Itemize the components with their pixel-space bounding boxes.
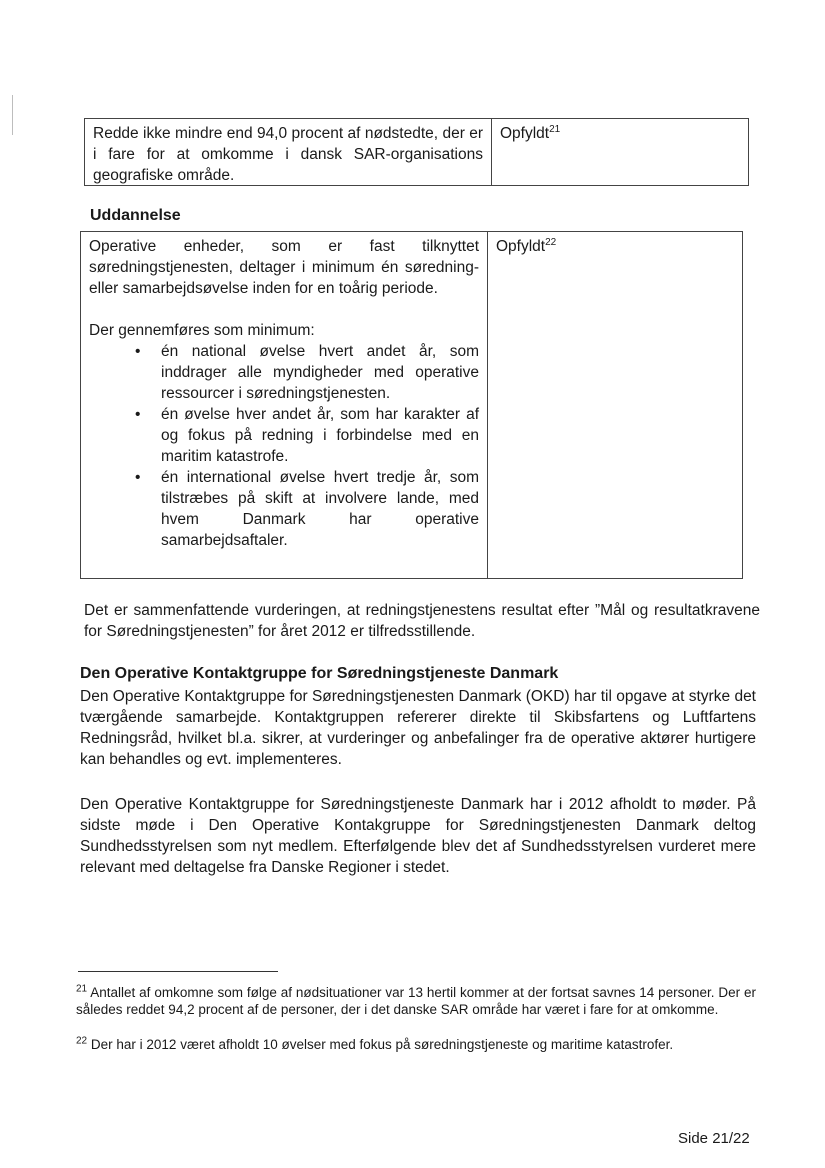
requirement-table-2: [80, 231, 743, 579]
footnote-text: Antallet af omkomne som følge af nødsituationer var 13 hertil kommer at der fortsat savnes 14 personer. Der er således reddet 94,2 procent af de personer, der i det danske SAR område har været i fare for at omkomme.: [76, 985, 756, 1017]
footnote-ref: 22: [545, 236, 557, 248]
requirement-table-1: [84, 118, 749, 186]
requirement-content: [81, 232, 487, 578]
bullet-icon: •: [135, 469, 141, 486]
bullet-icon: •: [135, 406, 141, 423]
requirement-cell: [81, 232, 488, 579]
requirement-cell: [85, 119, 492, 186]
status-text: Opfyldt: [500, 125, 550, 142]
scan-mark: [12, 95, 13, 135]
footnote-number: 21: [76, 983, 88, 995]
list-item: • én international øvelse hvert tredje år, som tilstræbes på skift at involvere lande, med hvem Danmark har operative samarbejdsaftaler.: [135, 469, 479, 549]
footnote-divider: [78, 971, 278, 972]
footnote-ref: 21: [549, 123, 561, 135]
footnote-text: Der har i 2012 været afholdt 10 øvelser med fokus på søredningstjeneste og maritime katastrofer.: [90, 1037, 674, 1052]
footnote-22: [76, 1036, 756, 1053]
exercise-list: [89, 341, 479, 551]
footnote-21: [76, 984, 756, 1018]
okd-paragraph-2: Den Operative Kontaktgruppe for Søredningstjeneste Danmark har i 2012 afholdt to møder. På sidste møde i Den Operative Kontakgruppe for Søredningstjenesten Danmark deltog Sundhedsstyrelsen som nyt medlem. Efterfølgende blev det af Sundhedsstyrelsen vurderet mere relevant med deltagelse fra Danske Regioner i stedet.: [80, 796, 756, 876]
status-text: Opfyldt: [496, 238, 546, 255]
bullet-icon: •: [135, 343, 141, 360]
uddannelse-heading: Uddannelse: [90, 207, 181, 224]
table-row: [81, 232, 743, 579]
okd-heading: Den Operative Kontaktgruppe for Søredningstjeneste Danmark: [80, 665, 559, 682]
list-item: • én øvelse hver andet år, som har karakter af og fokus på redning i forbindelse med en maritim katastrofe.: [135, 406, 479, 465]
summary-paragraph: Det er sammenfattende vurderingen, at redningstjenestens resultat efter ”Mål og resultatkravene for Søredningstjenesten” for året 2012 er tilfredsstillende.: [84, 602, 760, 640]
status-cell: [488, 232, 743, 579]
status-label: [488, 232, 742, 261]
requirement-intro: Operative enheder, som er fast tilknyttet søredningstjenesten, deltager i minimum én søredning- eller samarbejdsøvelse inden for en toårig periode.: [89, 238, 479, 297]
minimum-intro: Der gennemføres som minimum:: [89, 322, 315, 339]
page-number: Side 21/22: [678, 1130, 750, 1147]
list-item: • én national øvelse hvert andet år, som inddrager alle myndigheder med operative ressourcer i søredningstjenesten.: [135, 343, 479, 402]
status-cell: [492, 119, 749, 186]
footnote-number: 22: [76, 1035, 88, 1047]
okd-paragraph-1: Den Operative Kontaktgruppe for Søredningstjenesten Danmark (OKD) har til opgave at styrke det tværgående samarbejde. Kontaktgruppen refererer direkte til Skibsfartens og Luftfartens Redningsråd, hvilket bl.a. sikrer, at vurderinger og anbefalinger fra de operative aktører hurtigere kan behandles og evt. implementeres.: [80, 688, 756, 768]
table-row: [85, 119, 749, 186]
status-label: [492, 119, 748, 148]
requirement-text: Redde ikke mindre end 94,0 procent af nødstedte, der er i fare for at omkomme i dansk SAR-organisations geografiske område.: [93, 125, 483, 184]
